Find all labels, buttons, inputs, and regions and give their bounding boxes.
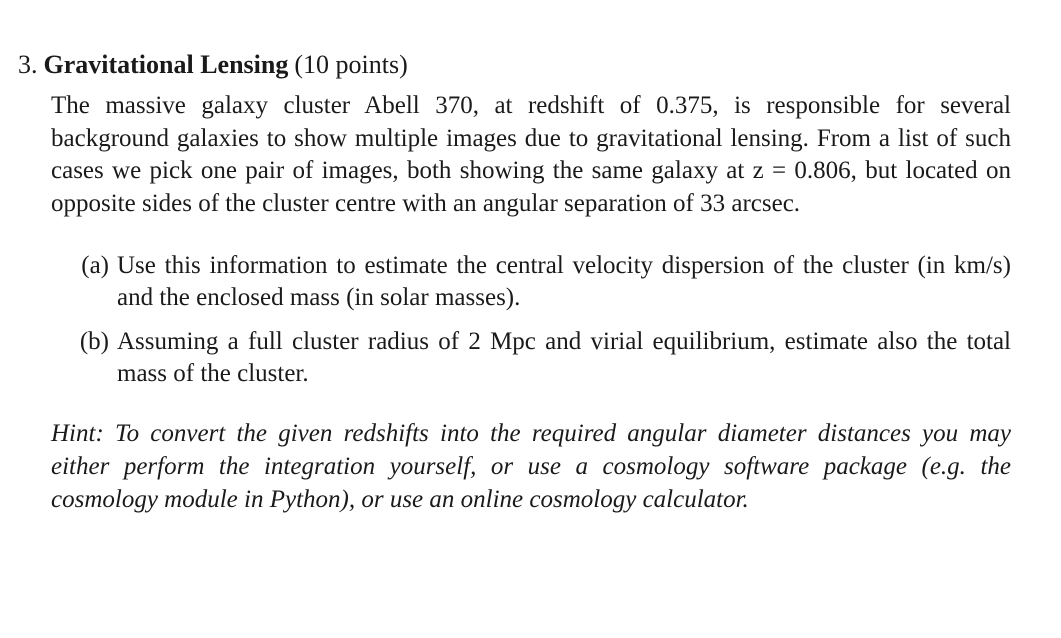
problem-3 (18, 48, 1018, 516)
part-b (51, 326, 1011, 389)
problem-points: (10 points) (294, 50, 408, 79)
problem-statement: The massive galaxy cluster Abell 370, at redshift of 0.375, is responsible for several background galaxies to show multiple images due to gravitational lensing. From a list of such cases we pick one pair of images, both showing the same galaxy at z = 0.806, but located on opposite sides of the cluster centre with an angular separation of 33 arcsec. (51, 92, 1011, 217)
part-b-label: (b) (79, 328, 109, 355)
part-b-text: Assuming a full cluster radius of 2 Mpc and virial equilibrium, estimate also the total mass of the cluster. (117, 328, 1011, 387)
problem-heading (18, 48, 1018, 82)
part-a-text: Use this information to estimate the central velocity dispersion of the cluster (in km/s) and the enclosed mass (in solar masses). (117, 252, 1011, 311)
part-a-label: (a) (81, 252, 109, 279)
part-a (51, 250, 1011, 313)
hint-text: Hint: To convert the given redshifts into the required angular diameter distances you may either perform the integration yourself, or use a cosmology software package (e.g. the cosmology module in Python), or use an online cosmology calculator. (51, 420, 1011, 513)
problem-parts (51, 250, 1011, 389)
problem-number: 3. (18, 50, 38, 79)
problem-title: Gravitational Lensing (43, 50, 289, 79)
